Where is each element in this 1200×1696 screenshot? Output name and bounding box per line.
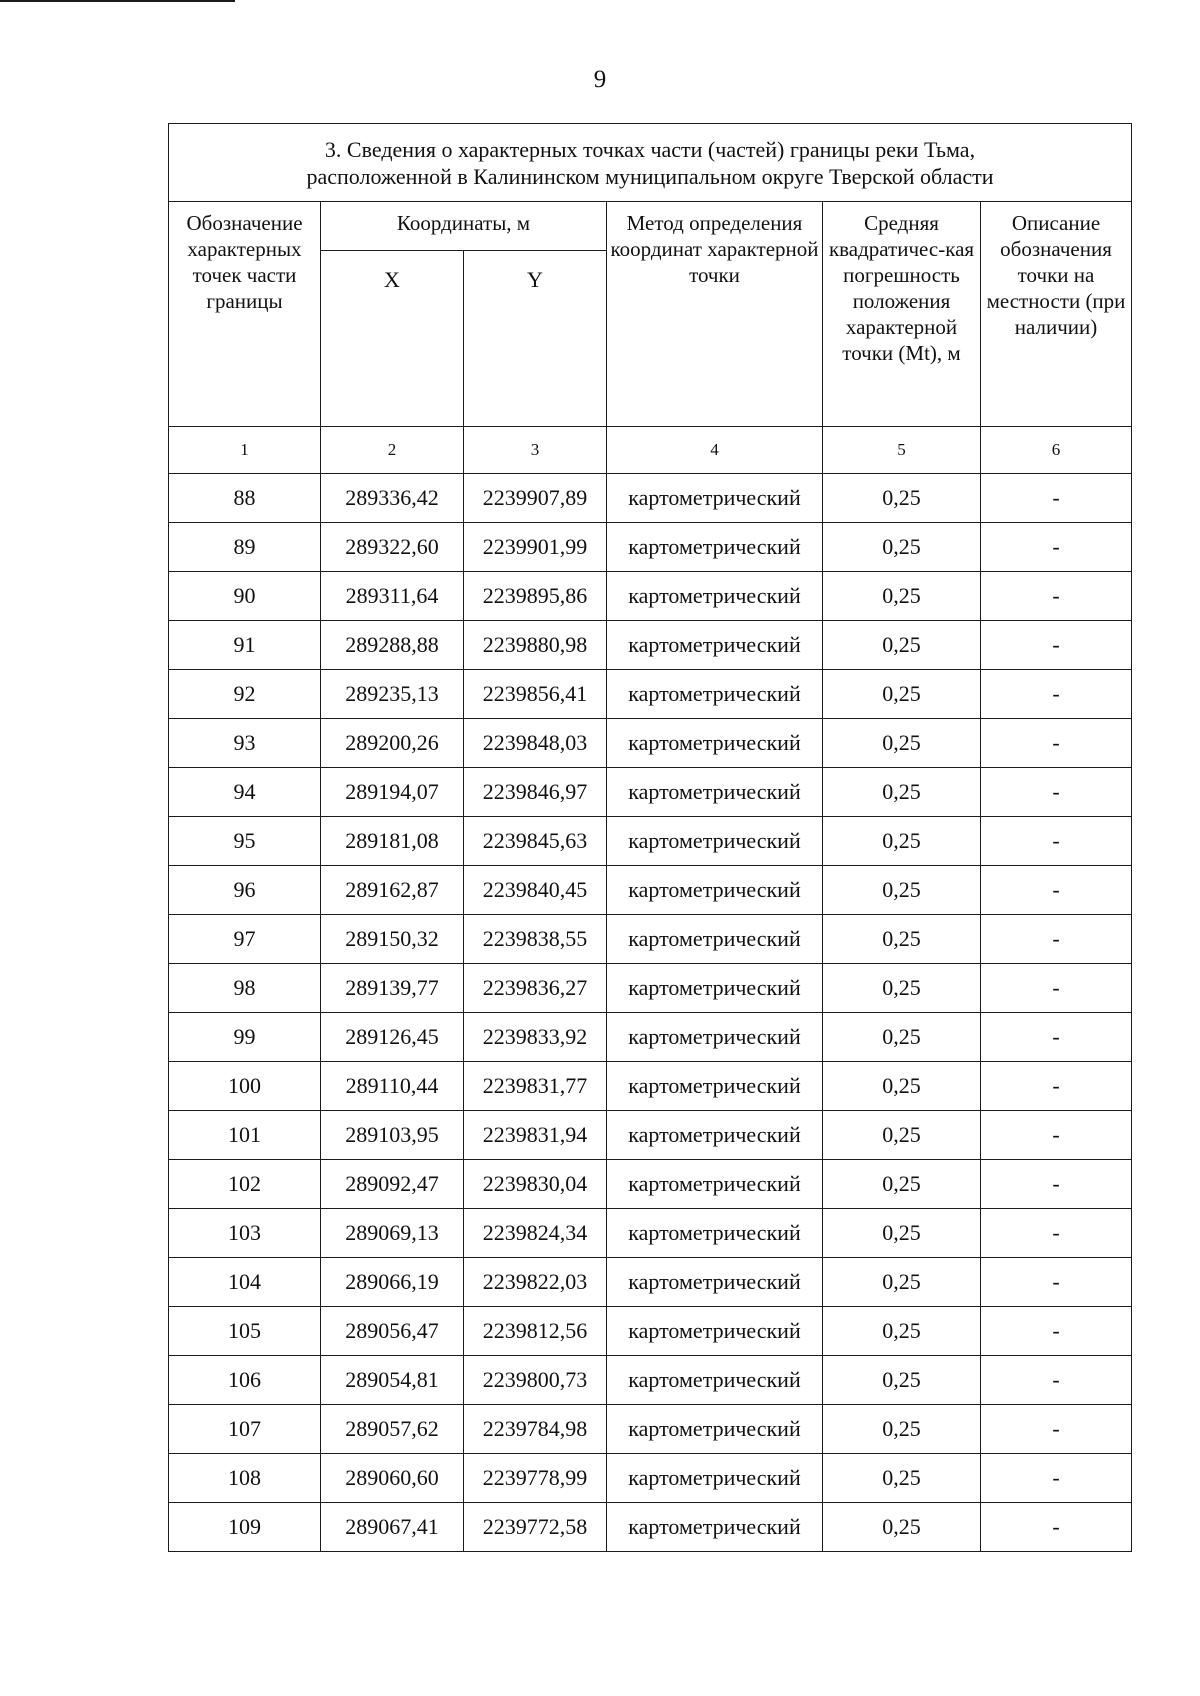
cell-x-coordinate: 289181,08 bbox=[321, 817, 464, 866]
cell-error: 0,25 bbox=[823, 1111, 981, 1160]
cell-error: 0,25 bbox=[823, 1356, 981, 1405]
cell-method: картометрический bbox=[607, 670, 823, 719]
cell-point-number: 105 bbox=[169, 1307, 321, 1356]
header-description: Описание обозначения точки на местности (при наличии) bbox=[981, 202, 1132, 427]
table-body bbox=[169, 474, 1132, 1552]
table-caption bbox=[169, 124, 1132, 202]
table-row bbox=[169, 1111, 1132, 1160]
cell-method: картометрический bbox=[607, 1356, 823, 1405]
cell-description: - bbox=[981, 621, 1132, 670]
cell-method: картометрический bbox=[607, 768, 823, 817]
cell-x-coordinate: 289194,07 bbox=[321, 768, 464, 817]
cell-y-coordinate: 2239856,41 bbox=[464, 670, 607, 719]
cell-error: 0,25 bbox=[823, 768, 981, 817]
cell-x-coordinate: 289322,60 bbox=[321, 523, 464, 572]
table-row bbox=[169, 1160, 1132, 1209]
cell-description: - bbox=[981, 915, 1132, 964]
cell-x-coordinate: 289150,32 bbox=[321, 915, 464, 964]
cell-x-coordinate: 289067,41 bbox=[321, 1503, 464, 1552]
cell-point-number: 109 bbox=[169, 1503, 321, 1552]
table-row bbox=[169, 1258, 1132, 1307]
header-method: Метод определения координат характерной точки bbox=[607, 202, 823, 427]
cell-y-coordinate: 2239824,34 bbox=[464, 1209, 607, 1258]
column-numbers-row bbox=[169, 427, 1132, 474]
cell-point-number: 106 bbox=[169, 1356, 321, 1405]
cell-error: 0,25 bbox=[823, 1503, 981, 1552]
cell-y-coordinate: 2239831,94 bbox=[464, 1111, 607, 1160]
cell-description: - bbox=[981, 1307, 1132, 1356]
cell-error: 0,25 bbox=[823, 1013, 981, 1062]
cell-point-number: 96 bbox=[169, 866, 321, 915]
cell-error: 0,25 bbox=[823, 915, 981, 964]
cell-description: - bbox=[981, 866, 1132, 915]
cell-method: картометрический bbox=[607, 1013, 823, 1062]
cell-point-number: 90 bbox=[169, 572, 321, 621]
table-row bbox=[169, 1209, 1132, 1258]
cell-point-number: 108 bbox=[169, 1454, 321, 1503]
cell-error: 0,25 bbox=[823, 1209, 981, 1258]
cell-method: картометрический bbox=[607, 1209, 823, 1258]
cell-method: картометрический bbox=[607, 915, 823, 964]
header-x: X bbox=[321, 251, 464, 427]
cell-x-coordinate: 289235,13 bbox=[321, 670, 464, 719]
cell-method: картометрический bbox=[607, 1503, 823, 1552]
page-number: 9 bbox=[593, 66, 607, 93]
table-row bbox=[169, 1307, 1132, 1356]
column-number: 4 bbox=[607, 427, 823, 474]
cell-x-coordinate: 289057,62 bbox=[321, 1405, 464, 1454]
cell-method: картометрический bbox=[607, 1111, 823, 1160]
cell-y-coordinate: 2239846,97 bbox=[464, 768, 607, 817]
cell-description: - bbox=[981, 670, 1132, 719]
cell-method: картометрический bbox=[607, 621, 823, 670]
column-number: 1 bbox=[169, 427, 321, 474]
cell-y-coordinate: 2239812,56 bbox=[464, 1307, 607, 1356]
cell-method: картометрический bbox=[607, 1307, 823, 1356]
header-designation: Обозначение характерных точек части границы bbox=[169, 202, 321, 427]
caption-line-2: расположенной в Калининском муниципальном округе Тверской области bbox=[306, 163, 994, 189]
cell-point-number: 92 bbox=[169, 670, 321, 719]
cell-method: картометрический bbox=[607, 817, 823, 866]
cell-point-number: 107 bbox=[169, 1405, 321, 1454]
cell-y-coordinate: 2239845,63 bbox=[464, 817, 607, 866]
cell-error: 0,25 bbox=[823, 1307, 981, 1356]
table-row bbox=[169, 670, 1132, 719]
cell-error: 0,25 bbox=[823, 523, 981, 572]
table-row bbox=[169, 915, 1132, 964]
cell-description: - bbox=[981, 1160, 1132, 1209]
cell-point-number: 94 bbox=[169, 768, 321, 817]
cell-x-coordinate: 289336,42 bbox=[321, 474, 464, 523]
cell-y-coordinate: 2239895,86 bbox=[464, 572, 607, 621]
cell-method: картометрический bbox=[607, 866, 823, 915]
cell-y-coordinate: 2239836,27 bbox=[464, 964, 607, 1013]
cell-y-coordinate: 2239822,03 bbox=[464, 1258, 607, 1307]
cell-method: картометрический bbox=[607, 1258, 823, 1307]
cell-method: картометрический bbox=[607, 572, 823, 621]
cell-error: 0,25 bbox=[823, 572, 981, 621]
cell-description: - bbox=[981, 817, 1132, 866]
characteristic-points-table bbox=[168, 123, 1132, 1552]
cell-description: - bbox=[981, 1013, 1132, 1062]
column-number: 6 bbox=[981, 427, 1132, 474]
cell-y-coordinate: 2239840,45 bbox=[464, 866, 607, 915]
cell-x-coordinate: 289066,19 bbox=[321, 1258, 464, 1307]
cell-method: картометрический bbox=[607, 1062, 823, 1111]
cell-description: - bbox=[981, 1454, 1132, 1503]
header-y: Y bbox=[464, 251, 607, 427]
table-row bbox=[169, 1503, 1132, 1552]
cell-error: 0,25 bbox=[823, 1062, 981, 1111]
table-row bbox=[169, 523, 1132, 572]
cell-point-number: 88 bbox=[169, 474, 321, 523]
cell-point-number: 91 bbox=[169, 621, 321, 670]
cell-description: - bbox=[981, 1111, 1132, 1160]
cell-x-coordinate: 289311,64 bbox=[321, 572, 464, 621]
cell-error: 0,25 bbox=[823, 719, 981, 768]
cell-method: картометрический bbox=[607, 964, 823, 1013]
cell-x-coordinate: 289110,44 bbox=[321, 1062, 464, 1111]
table-row bbox=[169, 1062, 1132, 1111]
cell-method: картометрический bbox=[607, 523, 823, 572]
table-row bbox=[169, 817, 1132, 866]
cell-x-coordinate: 289162,87 bbox=[321, 866, 464, 915]
cell-error: 0,25 bbox=[823, 1405, 981, 1454]
cell-x-coordinate: 289200,26 bbox=[321, 719, 464, 768]
cell-error: 0,25 bbox=[823, 866, 981, 915]
cell-x-coordinate: 289139,77 bbox=[321, 964, 464, 1013]
table-row bbox=[169, 866, 1132, 915]
cell-y-coordinate: 2239907,89 bbox=[464, 474, 607, 523]
cell-description: - bbox=[981, 474, 1132, 523]
cell-point-number: 104 bbox=[169, 1258, 321, 1307]
cell-point-number: 103 bbox=[169, 1209, 321, 1258]
cell-method: картометрический bbox=[607, 474, 823, 523]
scan-edge-line bbox=[0, 0, 235, 2]
cell-point-number: 99 bbox=[169, 1013, 321, 1062]
cell-x-coordinate: 289069,13 bbox=[321, 1209, 464, 1258]
table-row bbox=[169, 1454, 1132, 1503]
table-row bbox=[169, 1405, 1132, 1454]
cell-description: - bbox=[981, 523, 1132, 572]
cell-y-coordinate: 2239831,77 bbox=[464, 1062, 607, 1111]
cell-point-number: 100 bbox=[169, 1062, 321, 1111]
cell-error: 0,25 bbox=[823, 817, 981, 866]
cell-x-coordinate: 289103,95 bbox=[321, 1111, 464, 1160]
cell-point-number: 102 bbox=[169, 1160, 321, 1209]
cell-description: - bbox=[981, 1258, 1132, 1307]
cell-point-number: 89 bbox=[169, 523, 321, 572]
cell-error: 0,25 bbox=[823, 670, 981, 719]
cell-method: картометрический bbox=[607, 1454, 823, 1503]
cell-error: 0,25 bbox=[823, 1454, 981, 1503]
cell-x-coordinate: 289092,47 bbox=[321, 1160, 464, 1209]
cell-y-coordinate: 2239784,98 bbox=[464, 1405, 607, 1454]
cell-method: картометрический bbox=[607, 1405, 823, 1454]
cell-error: 0,25 bbox=[823, 1258, 981, 1307]
table-row bbox=[169, 964, 1132, 1013]
cell-y-coordinate: 2239838,55 bbox=[464, 915, 607, 964]
cell-error: 0,25 bbox=[823, 964, 981, 1013]
cell-point-number: 98 bbox=[169, 964, 321, 1013]
table-row bbox=[169, 474, 1132, 523]
table-row bbox=[169, 621, 1132, 670]
cell-x-coordinate: 289126,45 bbox=[321, 1013, 464, 1062]
cell-error: 0,25 bbox=[823, 1160, 981, 1209]
cell-y-coordinate: 2239880,98 bbox=[464, 621, 607, 670]
cell-description: - bbox=[981, 719, 1132, 768]
cell-description: - bbox=[981, 1209, 1132, 1258]
column-number: 5 bbox=[823, 427, 981, 474]
cell-description: - bbox=[981, 1356, 1132, 1405]
cell-description: - bbox=[981, 1503, 1132, 1552]
cell-point-number: 95 bbox=[169, 817, 321, 866]
cell-x-coordinate: 289060,60 bbox=[321, 1454, 464, 1503]
cell-description: - bbox=[981, 1405, 1132, 1454]
cell-method: картометрический bbox=[607, 1160, 823, 1209]
cell-description: - bbox=[981, 1062, 1132, 1111]
header-coordinates: Координаты, м bbox=[321, 202, 607, 251]
table-row bbox=[169, 572, 1132, 621]
cell-y-coordinate: 2239830,04 bbox=[464, 1160, 607, 1209]
cell-point-number: 101 bbox=[169, 1111, 321, 1160]
cell-method: картометрический bbox=[607, 719, 823, 768]
cell-description: - bbox=[981, 768, 1132, 817]
cell-point-number: 93 bbox=[169, 719, 321, 768]
cell-y-coordinate: 2239778,99 bbox=[464, 1454, 607, 1503]
cell-y-coordinate: 2239772,58 bbox=[464, 1503, 607, 1552]
column-number: 2 bbox=[321, 427, 464, 474]
cell-y-coordinate: 2239833,92 bbox=[464, 1013, 607, 1062]
cell-point-number: 97 bbox=[169, 915, 321, 964]
cell-y-coordinate: 2239901,99 bbox=[464, 523, 607, 572]
table-row bbox=[169, 719, 1132, 768]
cell-description: - bbox=[981, 964, 1132, 1013]
cell-x-coordinate: 289056,47 bbox=[321, 1307, 464, 1356]
cell-x-coordinate: 289054,81 bbox=[321, 1356, 464, 1405]
cell-y-coordinate: 2239800,73 bbox=[464, 1356, 607, 1405]
table-row bbox=[169, 768, 1132, 817]
table-row bbox=[169, 1013, 1132, 1062]
caption-line-1: 3. Сведения о характерных точках части (частей) границы реки Тьма, bbox=[324, 136, 976, 162]
cell-description: - bbox=[981, 572, 1132, 621]
cell-x-coordinate: 289288,88 bbox=[321, 621, 464, 670]
cell-error: 0,25 bbox=[823, 621, 981, 670]
column-number: 3 bbox=[464, 427, 607, 474]
table-row bbox=[169, 1356, 1132, 1405]
cell-error: 0,25 bbox=[823, 474, 981, 523]
header-error: Средняя квадратичес-кая погрешность положения характерной точки (Mt), м bbox=[823, 202, 981, 427]
cell-y-coordinate: 2239848,03 bbox=[464, 719, 607, 768]
